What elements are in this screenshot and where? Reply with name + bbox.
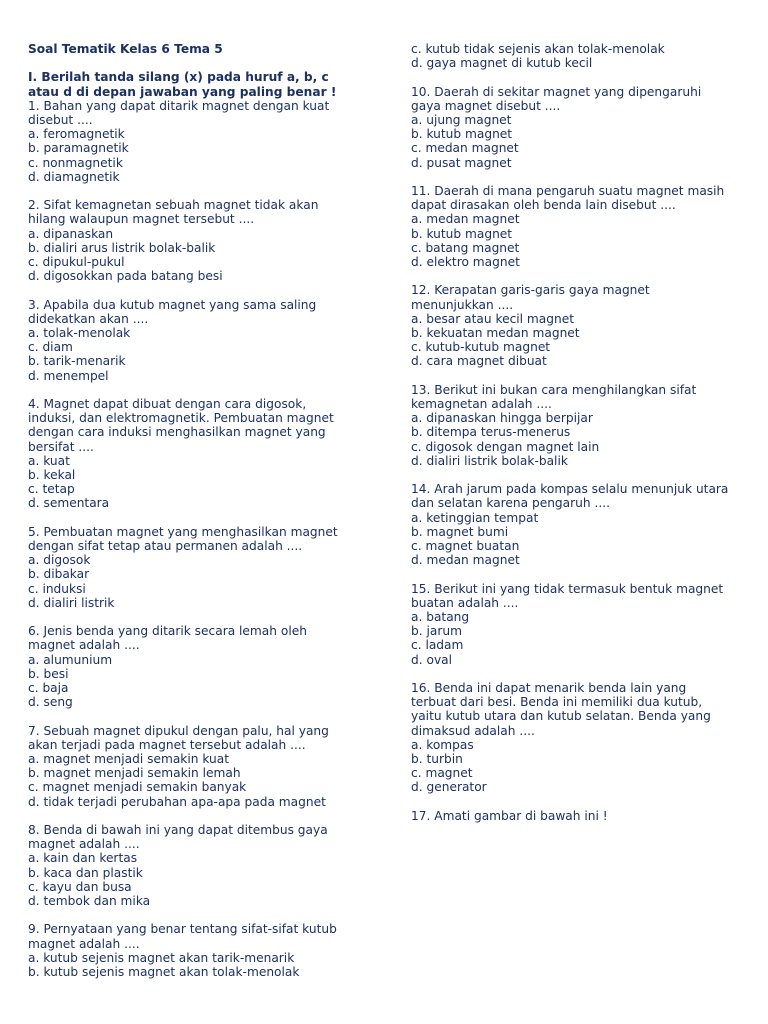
question-item	[411, 582, 756, 667]
question-text: 15. Berikut ini yang tidak termasuk bentuk magnet buatan adalah ....	[411, 581, 724, 610]
answer-option: a. medan magnet	[411, 212, 520, 227]
answer-option: a. magnet menjadi semakin kuat	[28, 752, 229, 767]
answer-option: d. diamagnetik	[28, 169, 120, 184]
answer-option: b. turbin	[411, 752, 463, 767]
answer-option: b. kutub sejenis magnet akan tolak-menolak	[28, 965, 300, 980]
question-item	[411, 283, 756, 368]
question-item	[411, 383, 756, 468]
answer-option: a. dipanaskan hingga berpijar	[411, 411, 593, 426]
question-item	[411, 184, 756, 269]
question-text: 13. Berikut ini bukan cara menghilangkan sifat kemagnetan adalah ....	[411, 382, 697, 412]
answer-option: c. kayu dan busa	[28, 879, 132, 894]
answer-option: c. dipukul-pukul	[28, 255, 125, 270]
question-text: 1. Bahan yang dapat ditarik magnet dengan kuat disebut ....	[28, 98, 330, 127]
answer-option: b. kekuatan medan magnet	[411, 326, 580, 341]
answer-option: a. ujung magnet	[411, 113, 512, 127]
answer-option: a. besar atau kecil magnet	[411, 311, 575, 326]
answer-option: d. menempel	[28, 368, 109, 383]
answer-option: d. dialiri listrik	[28, 595, 115, 610]
answer-option: b. kaca dan plastik	[28, 865, 143, 880]
answer-option: c. medan magnet	[411, 141, 519, 156]
answer-option: c. magnet	[411, 766, 473, 781]
answer-option: d. tidak terjadi perubahan apa-apa pada magnet	[28, 794, 326, 809]
answer-option: c. kutub-kutub magnet	[411, 340, 551, 355]
question-item	[411, 482, 756, 567]
answer-option: b. magnet bumi	[411, 524, 509, 539]
question-text: 9. Pernyataan yang benar tentang sifat-sifat kutub magnet adalah ....	[28, 922, 337, 951]
question-text: 6. Jenis benda yang ditarik secara lemah oleh magnet adalah ....	[28, 624, 307, 653]
answer-option: c. ladam	[411, 638, 464, 653]
question-text: 17. Amati gambar di bawah ini !	[411, 808, 608, 823]
answer-option: a. kutub sejenis magnet akan tarik-menarik	[28, 950, 295, 965]
answer-option: d. sementara	[28, 496, 110, 511]
question-item	[411, 85, 756, 170]
answer-option: d. dialiri listrik bolak-balik	[411, 453, 568, 468]
answer-option: a. kain dan kertas	[28, 851, 138, 866]
instruction-text: I. Berilah tanda silang (x) pada huruf a, b, c atau d di depan jawaban yang paling benar !	[28, 70, 337, 99]
right-column	[411, 42, 756, 837]
answer-option: b. kutub magnet	[411, 127, 513, 142]
question-item	[28, 525, 378, 610]
answer-option: b. kekal	[28, 468, 76, 483]
question-item	[28, 624, 378, 709]
question-item	[28, 99, 378, 184]
question-item	[28, 298, 378, 383]
answer-option: b. dialiri arus listrik bolak-balik	[28, 240, 216, 255]
answer-option: a. ketinggian tempat	[411, 510, 539, 525]
answer-option: d. gaya magnet di kutub kecil	[411, 56, 593, 71]
answer-option: a. kuat	[28, 453, 70, 468]
question-item	[28, 397, 378, 511]
question-item	[28, 922, 378, 979]
question-text: 7. Sebuah magnet dipukul dengan palu, hal yang akan terjadi pada magnet tersebut adalah ....	[28, 723, 329, 752]
question-text: 10. Daerah di sekitar magnet yang dipengaruhi gaya magnet disebut ....	[411, 84, 702, 113]
answer-option: d. elektro magnet	[411, 255, 520, 270]
answer-option: b. besi	[28, 666, 69, 681]
answer-option: d. pusat magnet	[411, 155, 512, 170]
answer-option: b. dibakar	[28, 567, 90, 582]
answer-option: c. tetap	[28, 482, 75, 497]
question-text: 14. Arah jarum pada kompas selalu menunjuk utara dan selatan karena pengaruh ....	[411, 482, 729, 511]
answer-option: b. ditempa terus-menerus	[411, 425, 571, 440]
answer-option: c. baja	[28, 681, 69, 696]
question-text: 3. Apabila dua kutub magnet yang sama saling didekatkan akan ....	[28, 297, 317, 326]
answer-option: a. kompas	[411, 737, 474, 752]
answer-option: d. cara magnet dibuat	[411, 354, 547, 369]
answer-option: d. tembok dan mika	[28, 894, 151, 909]
answer-option: c. diam	[28, 340, 73, 355]
answer-option: c. magnet menjadi semakin banyak	[28, 780, 247, 795]
question-item	[28, 198, 378, 283]
question-item	[411, 809, 756, 823]
answer-option: c. batang magnet	[411, 240, 520, 255]
answer-option: d. seng	[28, 695, 73, 710]
answer-option: a. alumunium	[28, 652, 113, 667]
answer-option: b. jarum	[411, 624, 462, 639]
answer-option: b. magnet menjadi semakin lemah	[28, 766, 241, 781]
answer-option: c. induksi	[28, 581, 86, 596]
answer-option: b. paramagnetik	[28, 141, 129, 156]
answer-option: b. kutub magnet	[411, 226, 513, 241]
answer-option: c. kutub tidak sejenis akan tolak-menolak	[411, 42, 665, 56]
answer-option: a. tolak-menolak	[28, 326, 131, 341]
answer-option: d. medan magnet	[411, 553, 520, 568]
question-text: 8. Benda di bawah ini yang dapat ditembus gaya magnet adalah ....	[28, 823, 328, 852]
question-text: 5. Pembuatan magnet yang menghasilkan magnet dengan sifat tetap atau permanen adalah ....	[28, 524, 338, 554]
answer-option: c. nonmagnetik	[28, 155, 123, 170]
answer-option: c. magnet buatan	[411, 539, 520, 554]
question-text: 12. Kerapatan garis-garis gaya magnet menunjukkan ....	[411, 283, 650, 312]
answer-option: d. digosokkan pada batang besi	[28, 269, 223, 284]
question-item	[28, 823, 378, 908]
question-item	[411, 681, 756, 795]
answer-option: a. digosok	[28, 553, 91, 568]
question-item	[28, 724, 378, 809]
answer-option: c. digosok dengan magnet lain	[411, 439, 600, 454]
question-text: 11. Daerah di mana pengaruh suatu magnet masih dapat dirasakan oleh benda lain disebut ....	[411, 184, 725, 213]
question-text: 16. Benda ini dapat menarik benda lain yang terbuat dari besi. Benda ini memiliki dua kutub, yaitu kutub utara dan kutub selatan. Benda yang dimaksud adalah ....	[411, 681, 711, 738]
question-text: 2. Sifat kemagnetan sebuah magnet tidak akan hilang walaupun magnet tersebut ....	[28, 198, 319, 227]
answer-option: a. feromagnetik	[28, 127, 125, 142]
question-text: 4. Magnet dapat dibuat dengan cara digosok, induksi, dan elektromagnetik. Pembuatan magnet dengan cara induksi menghasilkan magnet yang bersifat ....	[28, 397, 334, 454]
page-title: Soal Tematik Kelas 6 Tema 5	[28, 42, 223, 56]
answer-option: a. batang	[411, 610, 470, 625]
right-question-list	[411, 85, 756, 823]
answer-option: d. generator	[411, 780, 487, 795]
answer-option: d. oval	[411, 652, 453, 667]
left-column	[28, 42, 378, 993]
left-question-list	[28, 99, 378, 979]
answer-option: a. dipanaskan	[28, 226, 114, 241]
answer-option: b. tarik-menarik	[28, 354, 126, 369]
question-9-continuation	[411, 42, 756, 70]
